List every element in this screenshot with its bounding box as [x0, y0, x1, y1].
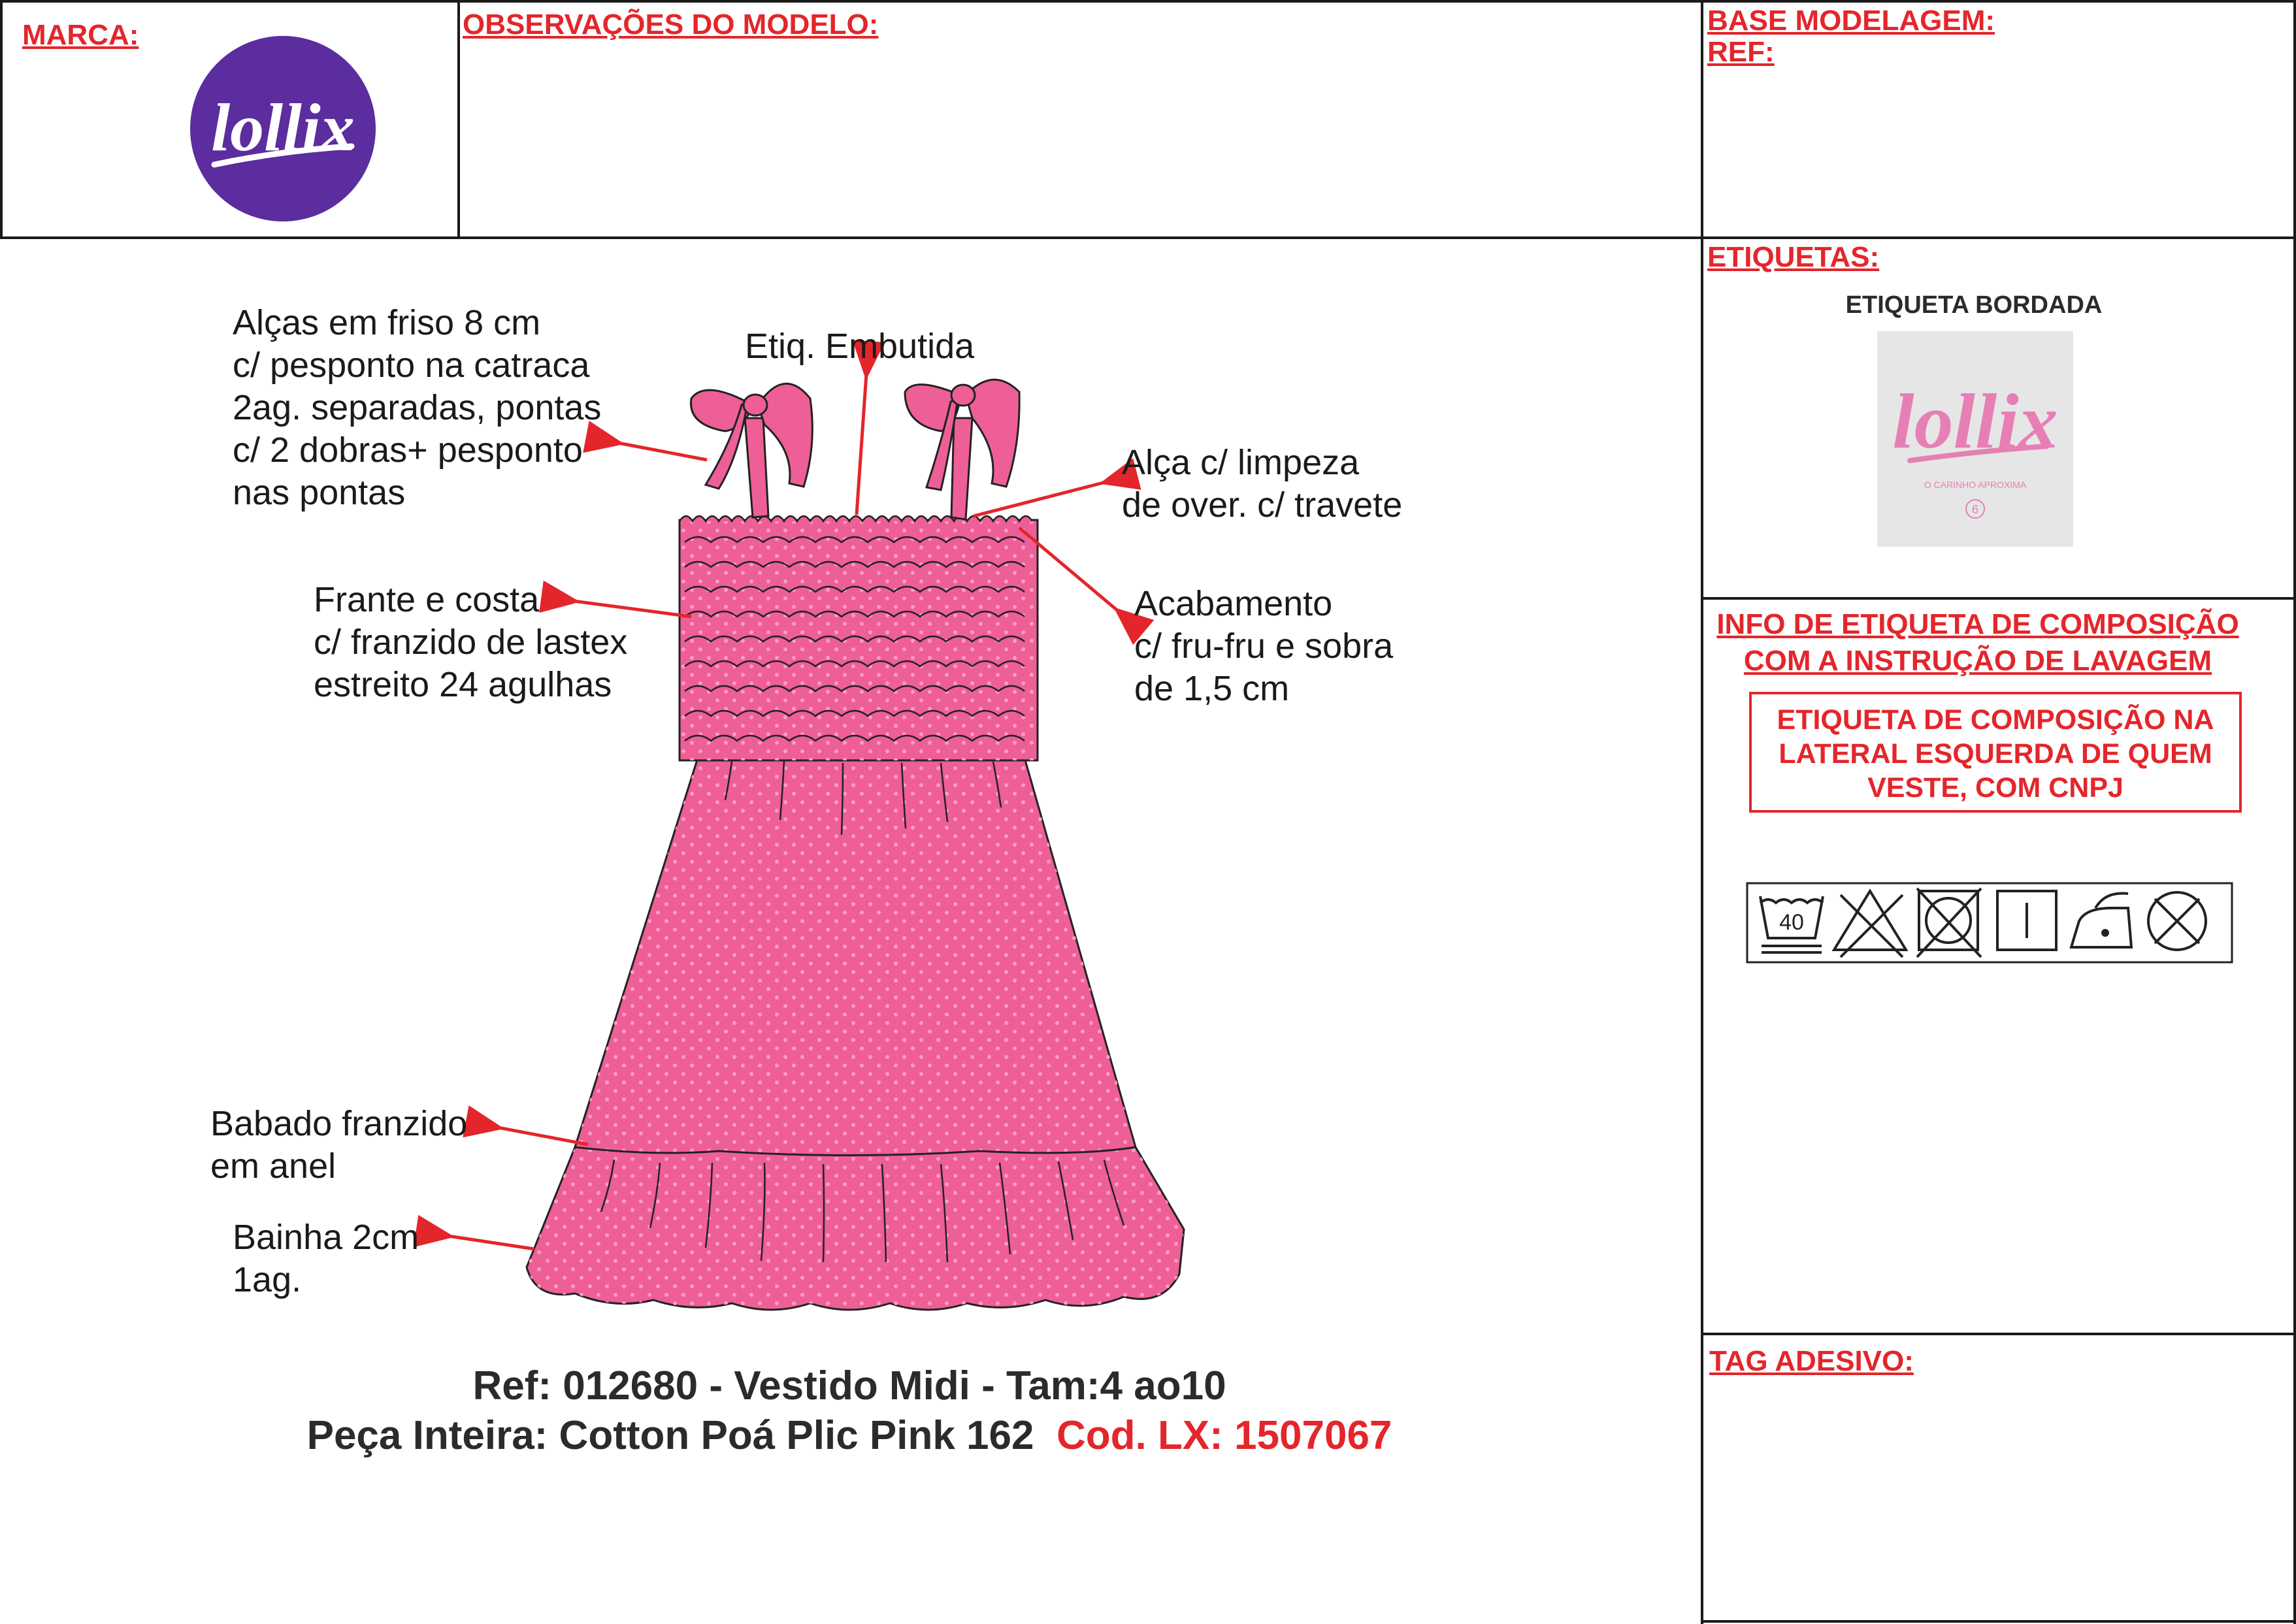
annotation-alca-limpeza: Alça c/ limpeza de over. c/ travete	[1122, 443, 1403, 525]
label-logo-text: lollix	[1892, 378, 2058, 464]
etiqueta-bordada-label: ETIQUETA BORDADA	[1845, 291, 2103, 319]
left-strap-bow	[691, 383, 812, 517]
embroidered-label-image	[1877, 331, 2073, 547]
care-symbols	[1746, 882, 2233, 964]
annotation-frente-costa: Frante e costa c/ franzido de lastex estreito 24 agulhas	[314, 580, 628, 704]
sidebar-rule-2	[1701, 1333, 2296, 1335]
info-title-line1: INFO DE ETIQUETA DE COMPOSIÇÃO	[1716, 608, 2239, 640]
arrow-alcas	[618, 443, 707, 460]
arrow-alca-limpeza	[974, 482, 1106, 516]
wash-temp: 40	[1779, 910, 1804, 935]
arrow-etiq-embutida	[857, 374, 866, 515]
observacoes-label: OBSERVAÇÕES DO MODELO:	[463, 8, 879, 41]
footer-material-line	[0, 1412, 1699, 1459]
dress-bodice	[680, 516, 1038, 760]
sidebar-rule-1	[1701, 597, 2296, 600]
sidebar-divider	[1701, 0, 1703, 1624]
brand-logo-text: lollix	[211, 90, 355, 165]
arrow-bainha	[448, 1236, 534, 1249]
frame-right	[2293, 0, 2296, 1624]
footer-cod-lx: Cod. LX: 1507067	[1056, 1413, 1392, 1458]
base-modelagem-label: BASE MODELAGEM:	[1707, 5, 1995, 37]
tag-adesivo-label: TAG ADESIVO:	[1709, 1345, 1914, 1377]
annotation-babado: Babado franzido em anel	[210, 1104, 468, 1186]
footer-ref-line: Ref: 012680 - Vestido Midi - Tam:4 ao10	[472, 1363, 1226, 1408]
annotation-etiq-embutida: Etiq. Embutida	[745, 327, 975, 366]
annotation-bainha: Bainha 2cm 1ag.	[233, 1218, 419, 1299]
right-strap-bow	[905, 380, 1019, 519]
composicao-box: ETIQUETA DE COMPOSIÇÃO NA LATERAL ESQUERDA DE QUEM VESTE, COM CNPJ	[1749, 692, 2242, 813]
etiquetas-label: ETIQUETAS:	[1707, 241, 1880, 273]
annotation-alcas: Alças em friso 8 cm c/ pesponto na catraca 2ag. separadas, pontas c/ 2 dobras+ pesponto nas pontas	[233, 303, 602, 512]
footer-material: Peça Inteira: Cotton Poá Plic Pink 162	[306, 1413, 1034, 1458]
info-composicao-title	[1707, 606, 2249, 679]
label-size: 6	[1971, 503, 1979, 516]
info-title-line2: COM A INSTRUÇÃO DE LAVAGEM	[1743, 645, 2212, 677]
dress-skirt	[527, 758, 1184, 1310]
ref-label: REF:	[1707, 36, 1775, 68]
arrow-babado	[498, 1128, 588, 1145]
annotation-acabamento: Acabamento c/ fru-fru e sobra de 1,5 cm	[1134, 584, 1394, 708]
label-tagline: O CARINHO APROXIMA	[1924, 479, 2027, 490]
marca-label: MARCA:	[22, 19, 139, 51]
frame-bottom-sidebar	[1701, 1620, 2296, 1623]
